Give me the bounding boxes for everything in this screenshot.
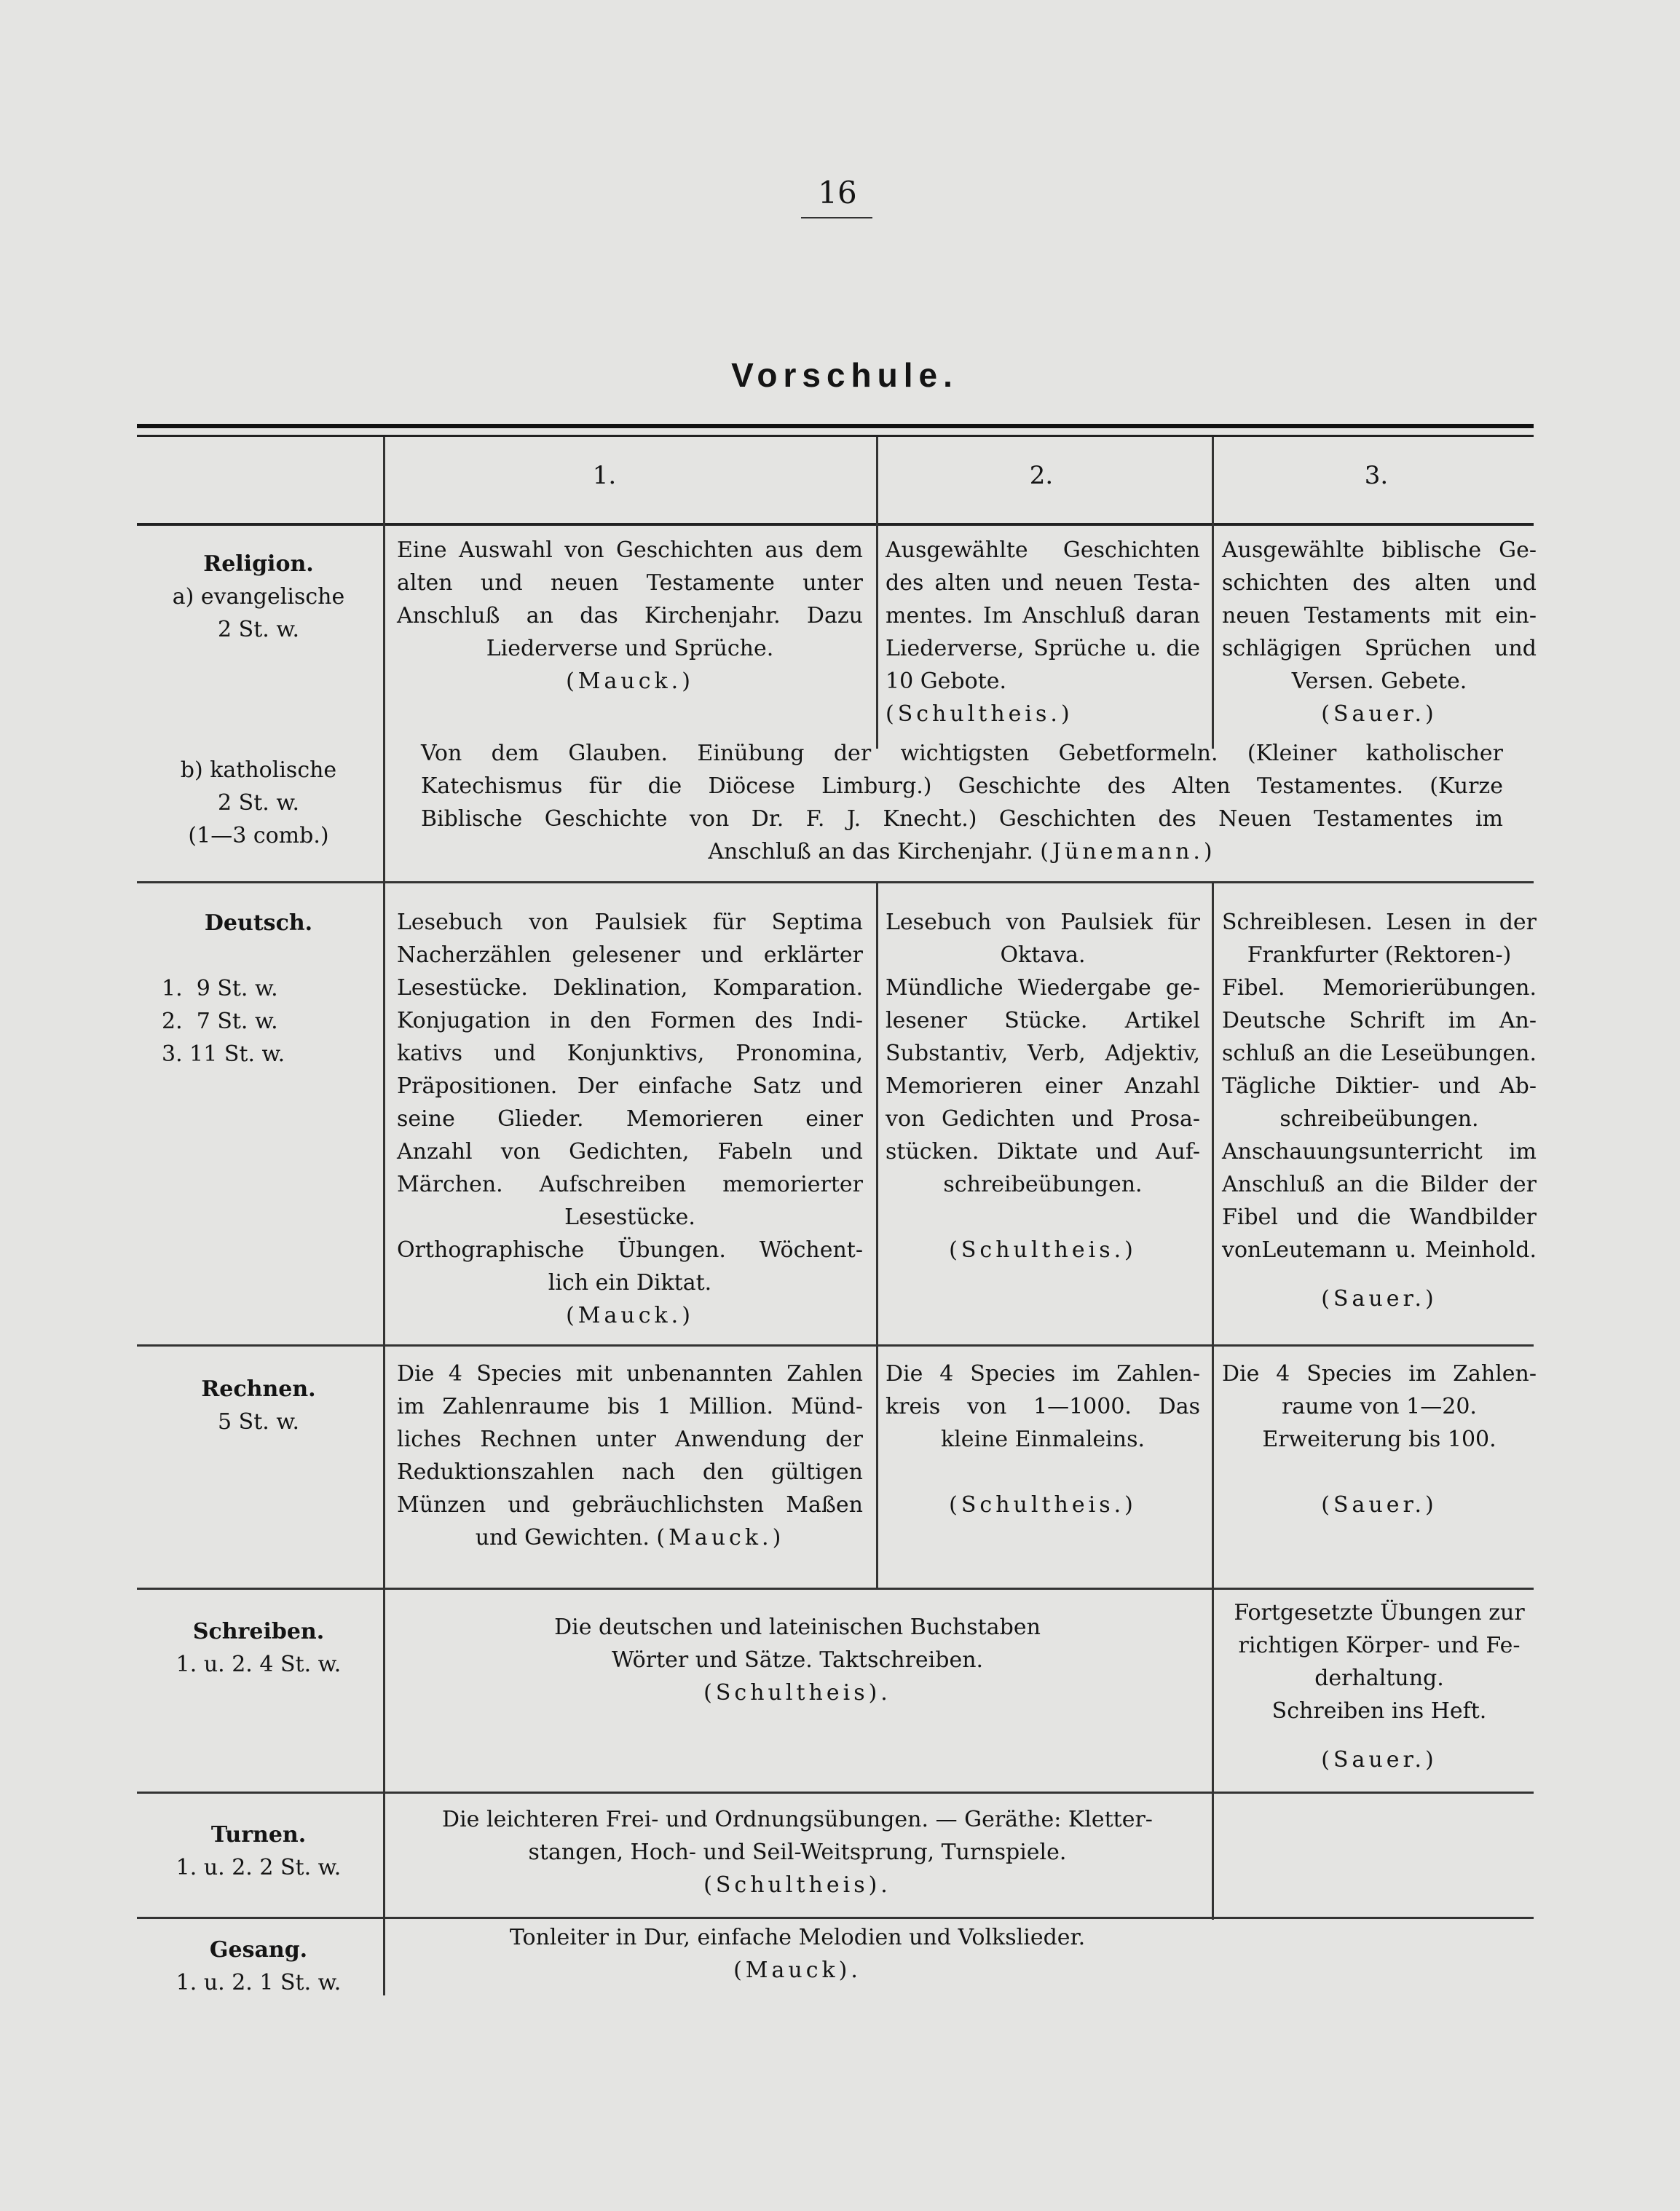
spacer bbox=[146, 939, 371, 972]
schreiben-subject-cell bbox=[146, 1615, 371, 1681]
row-divider-schreiben-turnen bbox=[137, 1792, 1534, 1794]
religion-col1 bbox=[397, 534, 863, 698]
text-line: stangen, Hoch- und Seil-Weitsprung, Turnspiele. bbox=[528, 1840, 1067, 1865]
text-line: Orthographische Übungen. Wöchent- bbox=[397, 1237, 863, 1263]
text-line: Münzen und gebräuchlichsten Maßen bbox=[397, 1492, 863, 1518]
schreiben-title: Schreiben. bbox=[192, 1619, 325, 1644]
religion-subject-cell bbox=[146, 548, 371, 646]
text-line: liches Rechnen unter Anwendung der bbox=[397, 1427, 863, 1452]
text-line: Versen. Gebete. bbox=[1291, 669, 1467, 694]
text-line: richtigen Körper- und Fe- bbox=[1238, 1633, 1521, 1658]
teacher-name: (Mauck.) bbox=[656, 1525, 785, 1550]
text-line: Anschauungsunterricht im bbox=[1222, 1139, 1537, 1164]
religion-b-hours: 2 St. w. bbox=[218, 790, 299, 816]
schreiben-col3 bbox=[1222, 1596, 1537, 1776]
text-line: Ausgewählte biblische Ge- bbox=[1222, 537, 1537, 563]
religion-kath-text bbox=[421, 737, 1503, 868]
rechnen-col3 bbox=[1222, 1357, 1537, 1521]
text-line: schichten des alten und bbox=[1222, 570, 1537, 596]
text-line: Schreiblesen. Lesen in der bbox=[1222, 910, 1537, 935]
deutsch-col3 bbox=[1222, 906, 1537, 1315]
text-line: schreibeübungen. bbox=[1279, 1106, 1479, 1132]
teacher-name: (Schultheis.) bbox=[886, 701, 1073, 727]
page-number: 16 bbox=[818, 175, 857, 210]
text-line: Nacherzählen gelesener und erklärter bbox=[397, 942, 863, 968]
table-header-rule bbox=[137, 523, 1534, 526]
text-line: Eine Auswahl von Geschichten aus dem bbox=[397, 537, 863, 563]
text-line: des alten und neuen Testa- bbox=[886, 570, 1200, 596]
text-line bbox=[397, 1521, 863, 1554]
turnen-hours: 1. u. 2. 2 St. w. bbox=[176, 1855, 342, 1880]
text-line: Konjugation in den Formen des Indi- bbox=[397, 1008, 863, 1033]
deutsch-hours-1: 1. 9 St. w. bbox=[162, 976, 278, 1001]
text-line: vonLeutemann u. Meinhold. bbox=[1222, 1237, 1537, 1263]
text-line: Ausgewählte Geschichten bbox=[886, 537, 1200, 563]
text-line: Substantiv, Verb, Adjektiv, bbox=[886, 1041, 1200, 1066]
column-divider-subject bbox=[383, 437, 385, 1995]
text-line: mentes. Im Anschluß daran bbox=[886, 603, 1200, 628]
text-line: schluß an die Leseübungen. bbox=[1222, 1041, 1537, 1066]
deutsch-col2 bbox=[886, 906, 1200, 1266]
schreiben-hours: 1. u. 2. 4 St. w. bbox=[176, 1652, 342, 1677]
rechnen-hours: 5 St. w. bbox=[218, 1409, 299, 1435]
teacher-name: (Mauck.) bbox=[566, 1303, 694, 1328]
teacher-name: (Mauck.) bbox=[566, 669, 694, 694]
text-line bbox=[886, 665, 1200, 730]
column-divider-2-3 bbox=[1212, 437, 1214, 749]
religion-b-label: b) katholische bbox=[180, 757, 337, 783]
religion-col3 bbox=[1222, 534, 1537, 730]
gesang-hours: 1. u. 2. 1 St. w. bbox=[176, 1970, 342, 1995]
text-line: lich ein Diktat. bbox=[548, 1270, 712, 1296]
teacher-name: (Schultheis.) bbox=[949, 1492, 1137, 1518]
text-line: Anzahl von Gedichten, Fabeln und bbox=[397, 1139, 863, 1164]
text-line: Lesestücke. bbox=[564, 1205, 695, 1230]
text-line: Die deutschen und lateinischen Buchstaben bbox=[554, 1615, 1041, 1640]
text-line: Präpositionen. Der einfache Satz und bbox=[397, 1073, 863, 1099]
text-line: von Gedichten und Prosa- bbox=[886, 1106, 1200, 1132]
text-line: Tonleiter in Dur, einfache Melodien und Volkslieder. bbox=[509, 1925, 1086, 1950]
rechnen-col1 bbox=[397, 1357, 863, 1554]
text-line: Mündliche Wiedergabe ge- bbox=[886, 975, 1200, 1001]
text-line: Tägliche Diktier- und Ab- bbox=[1222, 1073, 1537, 1099]
text-line: Frankfurter (Rektoren-) bbox=[1247, 942, 1512, 968]
deutsch-subject-cell bbox=[146, 907, 371, 1071]
text-line: alten und neuen Testamente unter bbox=[397, 570, 863, 596]
text-line: kativs und Konjunktivs, Pronomina, bbox=[397, 1041, 863, 1066]
gesang-subject-cell bbox=[146, 1934, 371, 1999]
text-line: Oktava. bbox=[1000, 942, 1086, 968]
text-line: Deutsche Schrift im An- bbox=[1222, 1008, 1537, 1033]
text-fragment: Anschluß an das Kirchenjahr. bbox=[708, 839, 1033, 864]
gesang-title: Gesang. bbox=[209, 1937, 308, 1963]
text-line: Lesebuch von Paulsiek für Septima bbox=[397, 910, 863, 935]
spacer bbox=[1222, 1266, 1537, 1282]
text-line: seine Glieder. Memorieren einer bbox=[397, 1106, 863, 1132]
text-fragment: und Gewichten. bbox=[475, 1525, 650, 1550]
text-line: raume von 1—20. bbox=[1282, 1394, 1477, 1419]
text-line: Lesestücke. Deklination, Komparation. bbox=[397, 975, 863, 1001]
text-line: Anschluß an die Bilder der bbox=[1222, 1172, 1537, 1197]
text-line: neuen Testaments mit ein- bbox=[1222, 603, 1537, 628]
text-line: Liederverse und Sprüche. bbox=[486, 636, 774, 661]
gesang-col12 bbox=[397, 1921, 1198, 1987]
text-line: Die leichteren Frei- und Ordnungsübungen. — Geräthe: Kletter- bbox=[442, 1807, 1153, 1832]
text-line: Biblische Geschichte von Dr. F. J. Knecht.) Geschichten des Neuen Testamentes im bbox=[421, 806, 1503, 832]
turnen-subject-cell bbox=[146, 1818, 371, 1884]
text-line: stücken. Diktate und Auf- bbox=[886, 1139, 1200, 1164]
page-number-rule bbox=[801, 217, 872, 218]
rechnen-subject-cell bbox=[146, 1373, 371, 1438]
text-fragment: 10 Gebote. bbox=[886, 669, 1007, 694]
text-line: Wörter und Sätze. Taktschreiben. bbox=[611, 1647, 984, 1673]
text-line: Anschluß an das Kirchenjahr. Dazu bbox=[397, 603, 863, 628]
text-line: Die 4 Species mit unbenannten Zahlen bbox=[397, 1361, 863, 1387]
rechnen-col2 bbox=[886, 1357, 1200, 1521]
text-line: Reduktionszahlen nach den gültigen bbox=[397, 1459, 863, 1485]
text-line bbox=[421, 835, 1503, 868]
teacher-name: (Sauer.) bbox=[1321, 1492, 1438, 1518]
text-line: im Zahlenraume bis 1 Million. Münd- bbox=[397, 1394, 863, 1419]
religion-title: Religion. bbox=[203, 551, 314, 577]
deutsch-title: Deutsch. bbox=[204, 910, 313, 936]
text-line: schreibeübungen. bbox=[943, 1172, 1143, 1197]
turnen-col12 bbox=[397, 1803, 1198, 1901]
row-divider-religion-deutsch bbox=[137, 881, 1534, 883]
text-line: kleine Einmaleins. bbox=[940, 1427, 1145, 1452]
schreiben-col12 bbox=[397, 1611, 1198, 1709]
spacer bbox=[1222, 1727, 1537, 1743]
deutsch-col1 bbox=[397, 906, 863, 1332]
teacher-name: (Jünemann.) bbox=[1040, 839, 1216, 864]
column-divider-2-3-lower bbox=[1212, 881, 1214, 1920]
text-line: lesener Stücke. Artikel bbox=[886, 1008, 1200, 1033]
text-line: Liederverse, Sprüche u. die bbox=[886, 636, 1200, 661]
text-line: Von dem Glauben. Einübung der wichtigsten Gebetformeln. (Kleiner katholischer bbox=[421, 741, 1503, 766]
row-divider-rechnen-schreiben bbox=[137, 1588, 1534, 1590]
text-line: Fortgesetzte Übungen zur bbox=[1234, 1600, 1525, 1625]
text-line: kreis von 1—1000. Das bbox=[886, 1394, 1200, 1419]
text-line: derhaltung. bbox=[1314, 1666, 1444, 1691]
text-line: Lesebuch von Paulsiek für bbox=[886, 910, 1200, 935]
turnen-title: Turnen. bbox=[210, 1822, 307, 1848]
teacher-name: (Schultheis). bbox=[703, 1872, 891, 1898]
column-divider-1-2-lower bbox=[876, 881, 878, 1588]
column-header-3: 3. bbox=[1364, 461, 1389, 490]
text-line: Schreiben ins Heft. bbox=[1271, 1698, 1487, 1724]
spacer bbox=[1222, 1456, 1537, 1489]
rechnen-title: Rechnen. bbox=[201, 1376, 316, 1402]
religion-a-hours: 2 St. w. bbox=[218, 617, 299, 642]
religion-col2 bbox=[886, 534, 1200, 730]
table-top-rule bbox=[137, 424, 1534, 428]
deutsch-hours-3: 3. 11 St. w. bbox=[162, 1041, 285, 1067]
teacher-name: (Mauck). bbox=[733, 1958, 861, 1983]
teacher-name: (Schultheis). bbox=[703, 1680, 891, 1706]
text-line: Märchen. Aufschreiben memorierter bbox=[397, 1172, 863, 1197]
deutsch-hours-2: 2. 7 St. w. bbox=[162, 1009, 278, 1034]
teacher-name: (Sauer.) bbox=[1321, 1747, 1438, 1773]
teacher-name: (Sauer.) bbox=[1321, 1286, 1438, 1312]
text-line: Fibel und die Wandbilder bbox=[1222, 1205, 1537, 1230]
text-line: Die 4 Species im Zahlen- bbox=[886, 1361, 1200, 1387]
text-line: Katechismus für die Diöcese Limburg.) Geschichte des Alten Testamentes. (Kurze bbox=[421, 773, 1503, 799]
text-line: schlägigen Sprüchen und bbox=[1222, 636, 1537, 661]
text-line: Die 4 Species im Zahlen- bbox=[1222, 1361, 1537, 1387]
column-divider-1-2 bbox=[876, 437, 878, 749]
religion-a-label: a) evangelische bbox=[172, 584, 345, 610]
religion-kath-subject-cell bbox=[146, 754, 371, 852]
text-line: Memorieren einer Anzahl bbox=[886, 1073, 1200, 1099]
page-title: Vorschule. bbox=[731, 356, 958, 394]
spacer bbox=[886, 1201, 1200, 1234]
column-header-2: 2. bbox=[1029, 461, 1054, 490]
religion-b-comb: (1—3 comb.) bbox=[188, 823, 329, 848]
row-divider-turnen-gesang bbox=[137, 1917, 1534, 1919]
teacher-name: (Sauer.) bbox=[1321, 701, 1438, 727]
spacer bbox=[886, 1456, 1200, 1489]
column-header-1: 1. bbox=[592, 461, 617, 490]
teacher-name: (Schultheis.) bbox=[949, 1237, 1137, 1263]
text-line: Fibel. Memorierübungen. bbox=[1222, 975, 1537, 1001]
text-line: Erweiterung bis 100. bbox=[1262, 1427, 1496, 1452]
table-top-rule-thin bbox=[137, 435, 1534, 437]
row-divider-deutsch-rechnen bbox=[137, 1344, 1534, 1347]
